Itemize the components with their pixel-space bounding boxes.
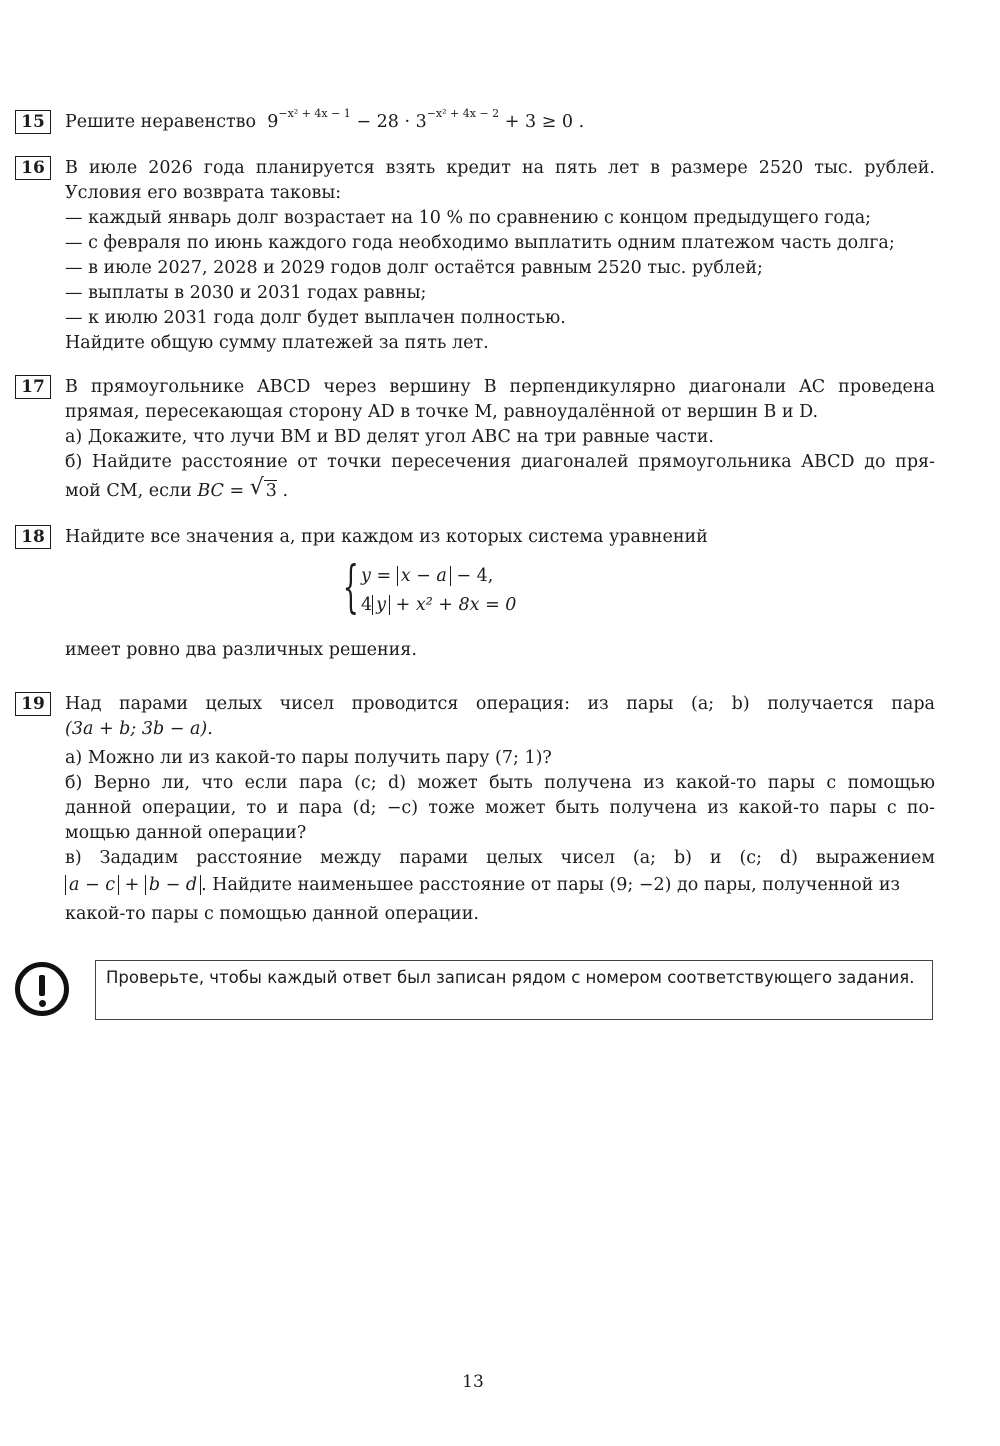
eq2-rest: + x² + 8x = 0 [395,595,517,615]
task-16-line: — выплаты в 2030 и 2031 годах равны; [65,283,427,303]
notice-box [95,960,933,1020]
equation-system [337,555,935,620]
task-17-last-line [65,475,935,504]
answer-check-notice [15,960,935,1024]
task-18-prompt: Найдите все значения a, при каждом из которых система уравнений [65,527,708,547]
eq2-coef: 4 [361,595,373,615]
notice-text: Проверьте, чтобы каждый ответ был записан рядом с номером соответствующего задания. [106,968,915,987]
exponent-2: −x² + 4x − 2 [426,107,500,121]
abs-a-c [65,875,119,895]
abs-a-c-content: a − c [69,875,116,895]
task-19-pair-result: (3a + b; 3b − a). [65,719,213,739]
curly-brace-icon: { [342,555,359,620]
sqrt-expression [249,475,277,504]
equation-2 [349,593,935,618]
task-16-line: — к июлю 2031 года долг будет выплачен полностью. [65,308,566,328]
eq1-abs-content: x − a [400,566,447,586]
task-16-line: Найдите общую сумму платежей за пять лет. [65,333,489,353]
task-17-last-prefix: мой CM, если [65,481,192,501]
task-17-line: прямая, пересекающая сторону AD в точке M, равноудалённой от вершин B и D. [65,402,819,422]
task-19-line: а) Можно ли из какой-то пары получить пару (7; 1)? [65,748,552,768]
task-17-line: а) Докажите, что лучи BM и BD делят угол ABC на три равные части. [65,427,714,447]
task-16-line: — каждый январь долг возрастает на 10 % по сравнению с концом предыдущего года; [65,208,872,228]
eq2-abs-content: y [376,595,387,615]
task-19-line8-rest: . Найдите наименьшее расстояние от пары (9; −2) до пары, полученной из [201,875,901,895]
radical-sign-icon: √ [249,475,264,500]
task-number: 19 [15,692,51,716]
task-19 [15,692,935,927]
eq1-abs [397,566,451,586]
abs-b-d [145,875,201,895]
exponent-1: −x² + 4x − 1 [278,107,351,121]
term-28: − 28 · 3 [356,112,427,132]
task-number: 17 [15,375,51,399]
eq1-left: y = [361,566,392,586]
task-15-inequality [65,107,935,135]
inequality-tail: + 3 ≥ 0 . [504,112,585,132]
task-19-line: б) Верно ли, что если пара (c; d) может быть получена из какой-то пары с помощью [65,773,935,793]
task-16-line: Условия его возврата таковы: [65,183,342,203]
task-19-line: в) Зададим расстояние между парами целых чисел (a; b) и (c; d) выражением [65,848,935,868]
task-17-bc-eq: BC = [197,481,245,501]
task-number: 16 [15,156,51,180]
task-19-line [65,717,935,742]
exclamation-icon [15,962,69,1016]
task-17-line: В прямоугольнике ABCD через вершину B перпендикулярно диагонали AC проведена [65,377,935,397]
task-19-line: Над парами целых чисел проводится операция: из пары (a; b) получается пара [65,694,935,714]
task-16-line: — с февраля по июнь каждого года необходимо выплатить одним платежом часть долга; [65,233,895,253]
sqrt-argument: 3 [265,481,277,501]
task-16-line: В июле 2026 года планируется взять кредит на пять лет в размере 2520 тыс. рублей. [65,158,935,178]
eq2-abs [372,595,390,615]
task-19-line: мощью данной операции? [65,823,307,843]
task-19-line: какой-то пары с помощью данной операции. [65,904,479,924]
task-19-distance-line [65,873,935,898]
task-15 [15,107,935,135]
task-number: 15 [15,110,51,134]
task-16 [15,156,935,356]
task-17-line: б) Найдите расстояние от точки пересечения диагоналей прямоугольника ABCD до пря- [65,452,935,472]
task-15-prompt: Решите неравенство [65,112,257,132]
equation-1 [349,564,935,589]
task-16-line: — в июле 2027, 2028 и 2029 годов долг остаётся равным 2520 тыс. рублей; [65,258,763,278]
task-17-last-suffix: . [282,481,289,501]
task-18-conclusion: имеет ровно два различных решения. [65,640,417,660]
plus-sign: + [124,875,140,895]
base-9: 9 [267,112,279,132]
eq1-right: − 4, [456,566,494,586]
abs-b-d-content: b − d [148,875,198,895]
task-number: 18 [15,525,51,549]
task-19-line: данной операции, то и пара (d; −c) тоже может быть получена из какой-то пары с по- [65,798,935,818]
task-18 [15,525,935,663]
task-17 [15,375,935,504]
page-number: 13 [462,1372,484,1392]
